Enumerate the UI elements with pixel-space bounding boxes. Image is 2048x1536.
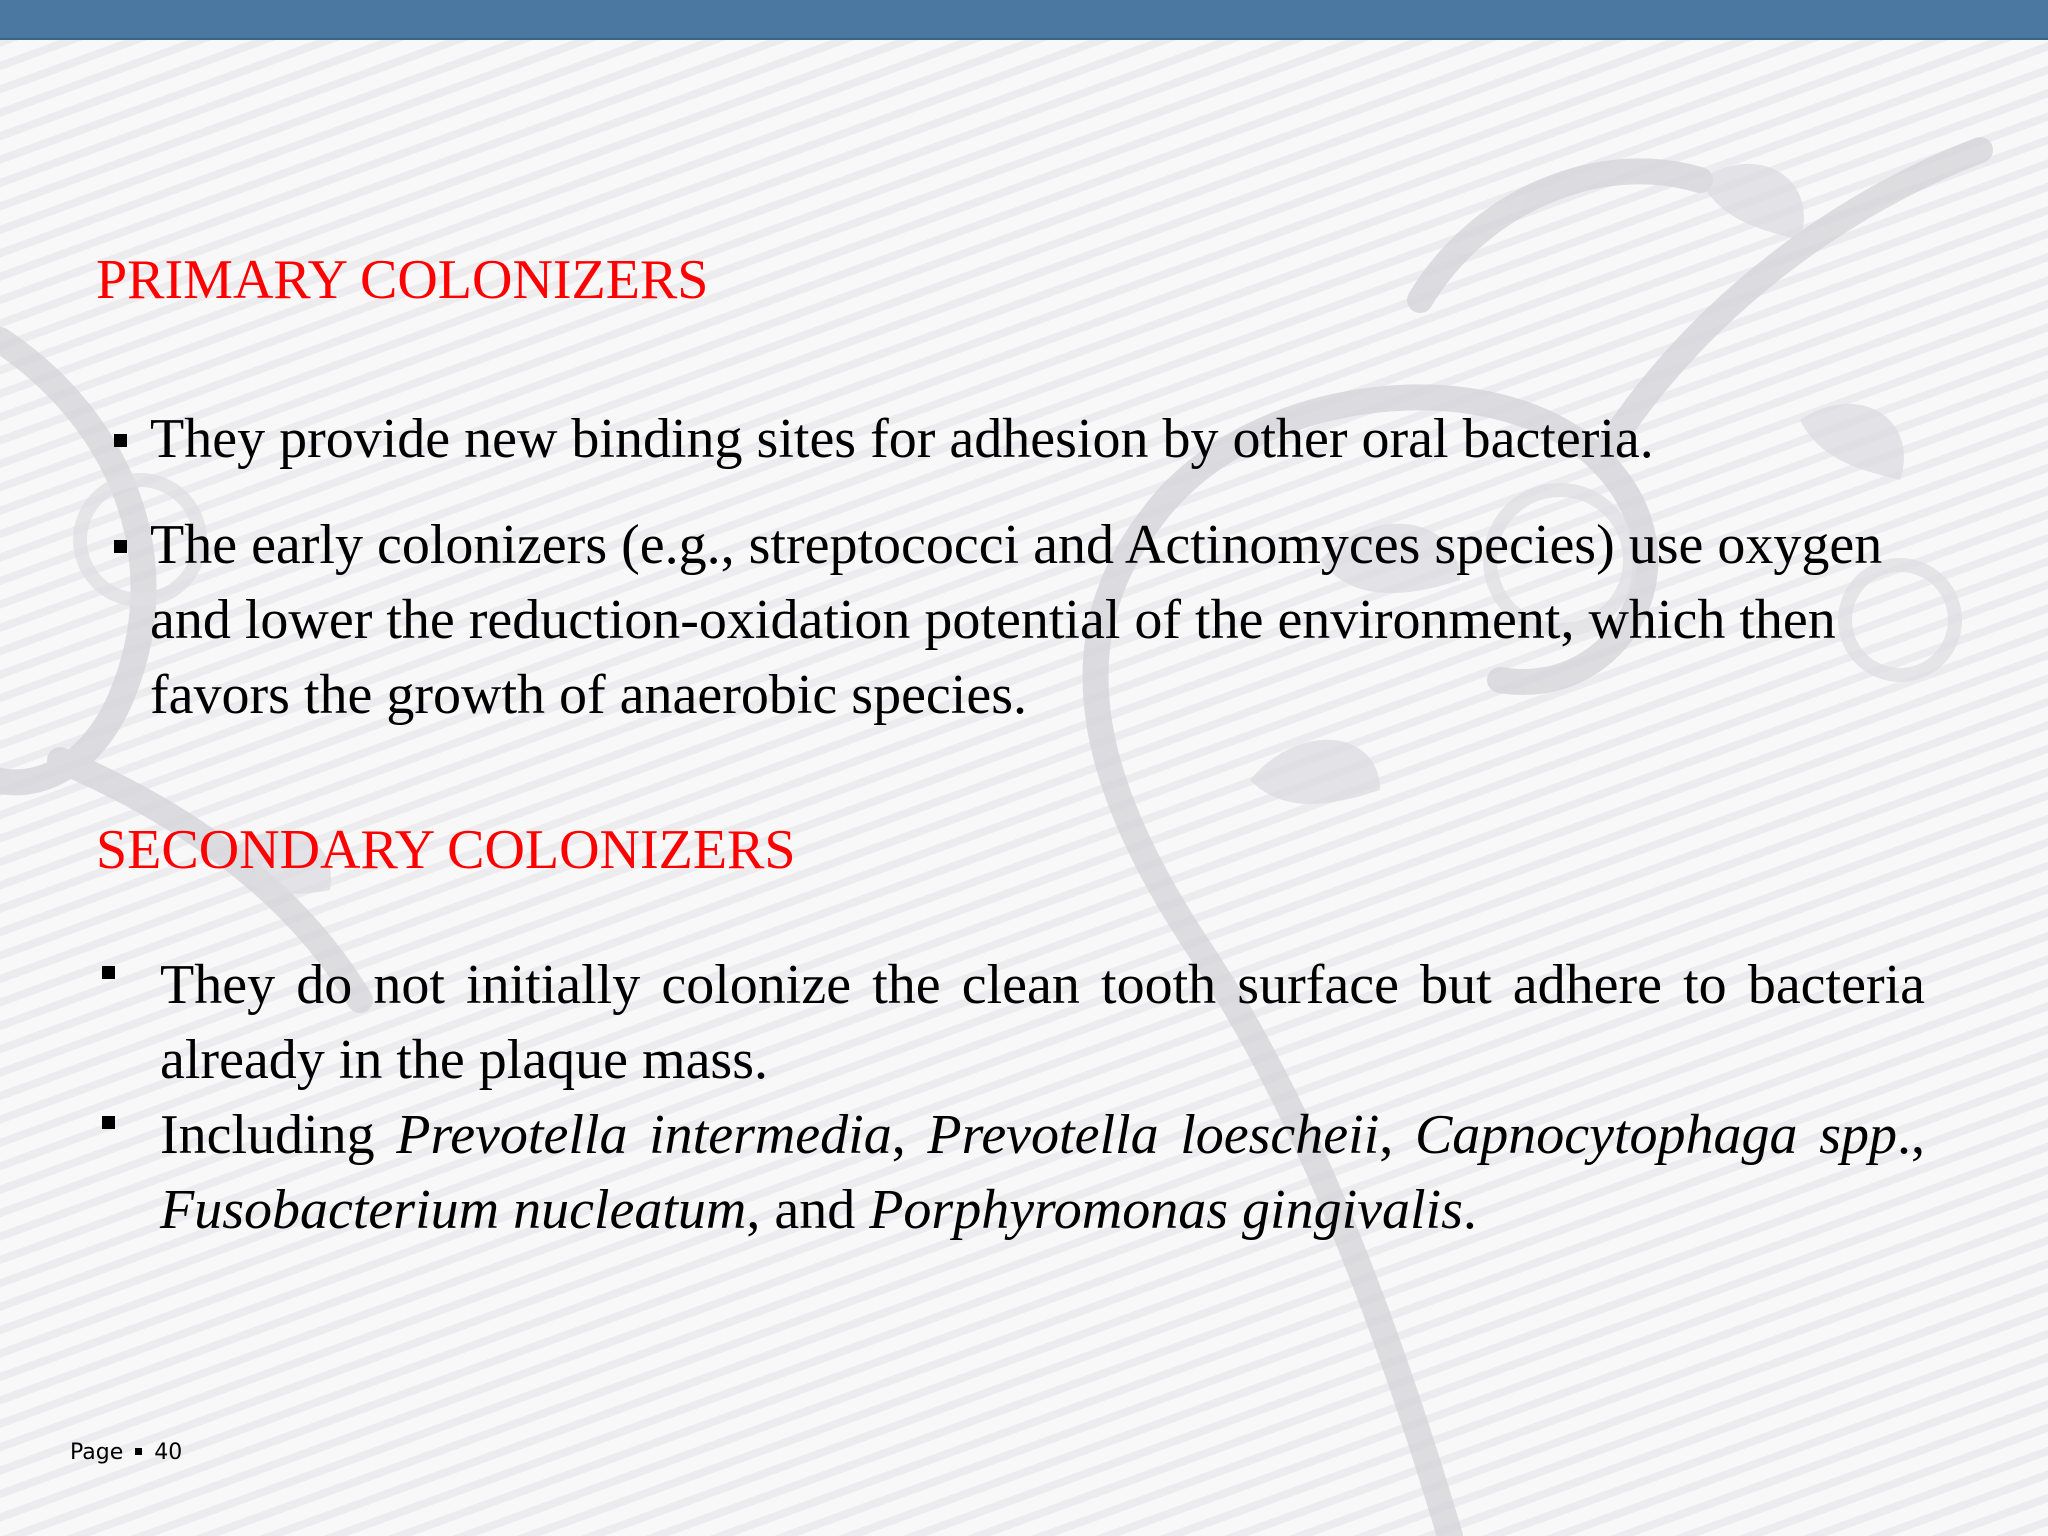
- secondary-colonizers-heading: SECONDARY COLONIZERS: [96, 819, 796, 881]
- primary-colonizers-heading: PRIMARY COLONIZERS: [96, 249, 709, 311]
- bullet-text: , and: [746, 1179, 870, 1241]
- bullet-text: Including: [160, 1104, 397, 1166]
- list-item: [160, 1098, 1925, 1248]
- square-bullet-icon: [102, 966, 115, 979]
- primary-colonizers-list: [150, 402, 1950, 764]
- square-bullet-icon: [114, 540, 127, 553]
- bullet-text: ,: [1379, 1104, 1415, 1166]
- page-label: Page: [70, 1440, 124, 1465]
- square-bullet-icon: [102, 1116, 115, 1129]
- square-bullet-icon: [114, 434, 127, 447]
- bullet-text: They provide new binding sites for adhesion by other oral bacteria.: [150, 408, 1654, 470]
- species-name: Prevotella loescheii: [927, 1104, 1380, 1166]
- bullet-text: .,: [1897, 1104, 1926, 1166]
- bullet-text: .: [1462, 1179, 1477, 1241]
- page-number: 40: [154, 1440, 183, 1465]
- list-item: [150, 402, 1950, 477]
- species-name: Porphyromonas gingivalis: [869, 1179, 1463, 1241]
- page-footer: [70, 1440, 182, 1465]
- species-name: Fusobacterium nucleatum: [160, 1179, 747, 1241]
- secondary-colonizers-list: [160, 948, 1925, 1248]
- bullet-text: ,: [891, 1104, 928, 1166]
- bullet-text: The early colonizers (e.g., streptococci and Actinomyces species) use oxygen and lower the reduction-oxidation potential of the environment, which then favors the growth of anaerobic species.: [150, 514, 1883, 726]
- list-item: [160, 948, 1925, 1098]
- list-item: [150, 508, 1950, 733]
- square-separator-icon: [135, 1448, 142, 1455]
- bullet-text: They do not initially colonize the clean tooth surface but adhere to bacteria already in the plaque mass.: [160, 954, 1925, 1091]
- species-name: Capnocytophaga spp: [1414, 1104, 1898, 1166]
- species-name: Prevotella intermedia: [396, 1104, 892, 1166]
